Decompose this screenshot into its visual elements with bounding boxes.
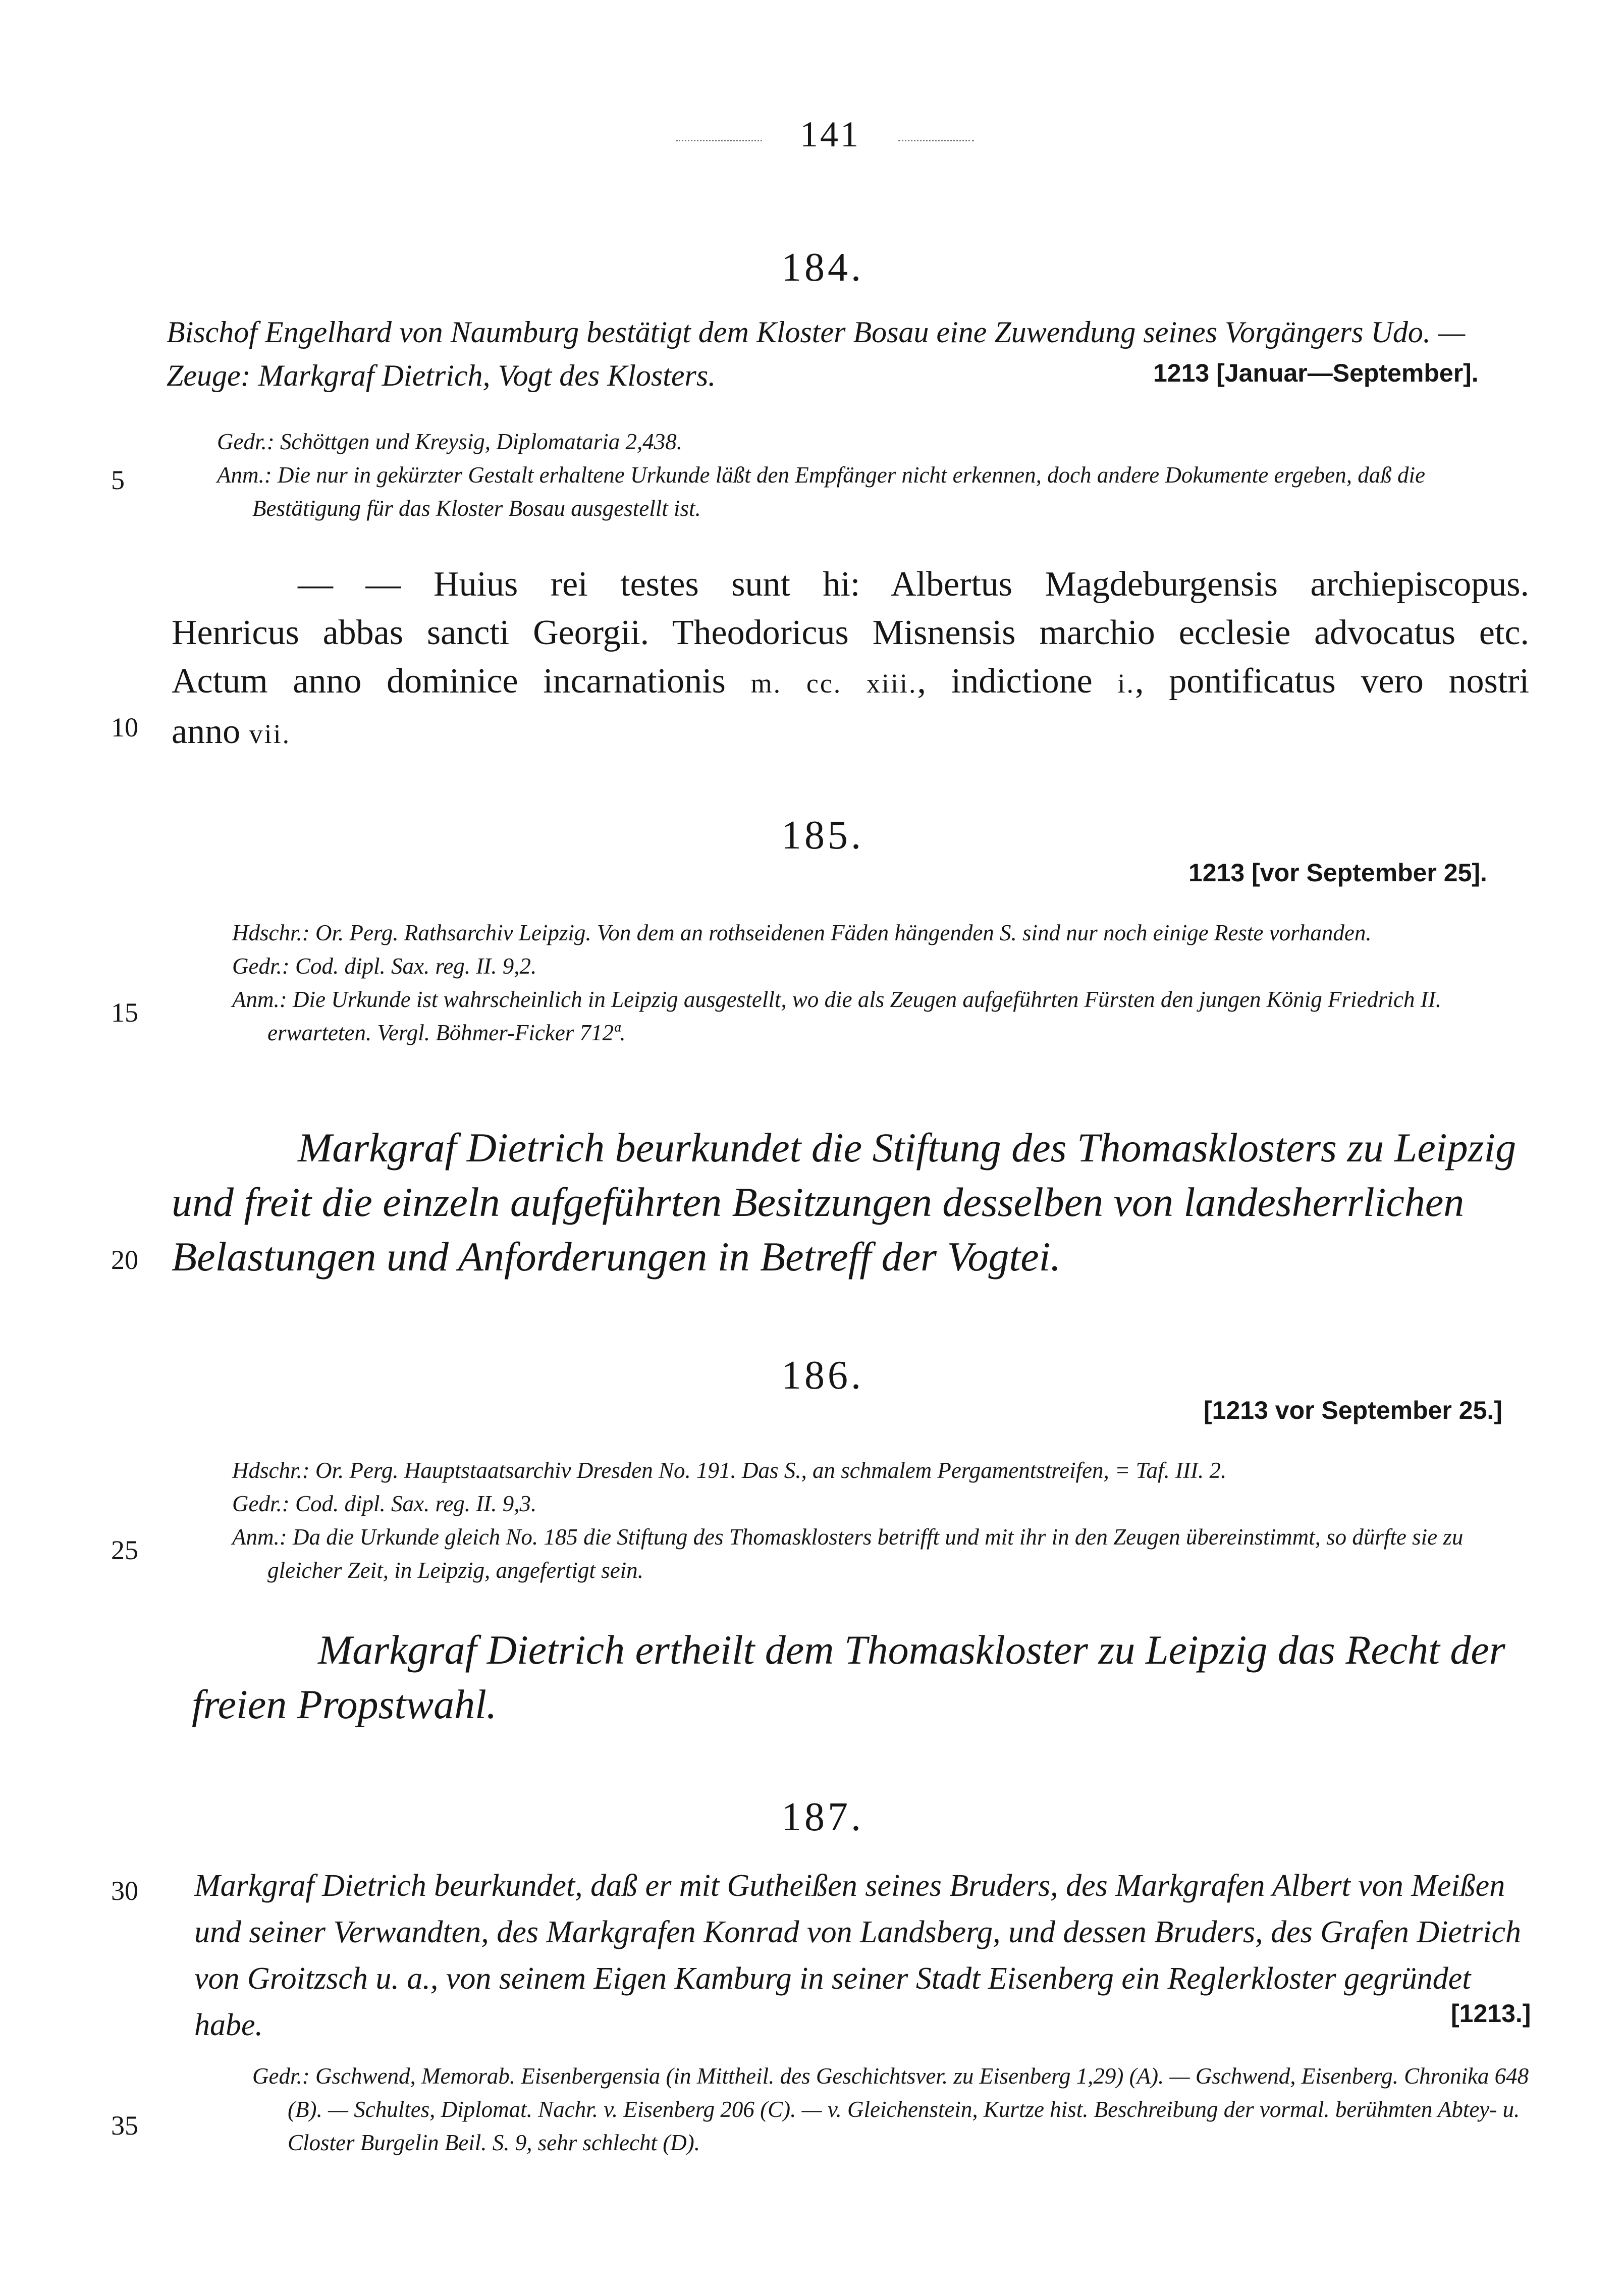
date-184: 1213 [Januar—September]. (1153, 359, 1479, 387)
regest-187 (194, 1863, 1537, 2048)
text-segment: anno (172, 712, 241, 751)
margin-line-number: 25 (111, 1535, 138, 1565)
margin-line-number: 15 (111, 997, 138, 1028)
margin-line-number: 20 (111, 1245, 138, 1275)
roman-numeral: vii. (249, 719, 291, 749)
text-184-line-2: Henricus abbas sancti Georgii. Theodoricus Misnensis marchio ecclesie advocatus etc. (172, 613, 1529, 652)
document-number-187: 187. (781, 1795, 864, 1839)
note-text: Schöttgen und Kreysig, Diplomataria 2,438. (280, 429, 683, 454)
date-187: [1213.] (1451, 1999, 1531, 2028)
date-185: 1213 [vor September 25]. (1188, 859, 1487, 887)
note-label: Gedr.: (232, 1491, 290, 1516)
notes-187 (252, 2059, 1534, 2159)
note-185-manuscript (232, 916, 1529, 949)
regest-186: Markgraf Dietrich ertheilt dem Thomaskloster zu Leipzig das Recht der freien Propstwahl. (192, 1627, 1505, 1727)
note-text: Cod. dipl. Sax. reg. II. 9,3. (295, 1491, 537, 1516)
text-segment: , indictione (917, 662, 1093, 701)
header-rule-left (676, 140, 762, 141)
text-segment: , pontificatus vero nostri (1135, 662, 1530, 701)
running-header (656, 114, 989, 159)
document-number-184: 184. (781, 245, 864, 290)
note-186-manuscript (232, 1454, 1529, 1487)
notes-185 (232, 916, 1529, 1049)
text-184-line-3 (172, 657, 1529, 708)
text-segment: Actum anno dominice incarnationis (172, 662, 726, 701)
header-rule-right (898, 140, 974, 141)
margin-line-number: 10 (111, 712, 138, 742)
note-186-remark (232, 1520, 1529, 1587)
note-text: Die nur in gekürzter Gestalt erhaltene Urkunde läßt den Empfänger nicht erkennen, doch andere Dokumente ergeben, daß die Bestätigung für das Kloster Bosau ausgestellt ist. (252, 462, 1426, 521)
margin-line-number: 30 (111, 1876, 138, 1906)
margin-line-number: 35 (111, 2110, 138, 2141)
text-184 (172, 560, 1529, 758)
note-label: Gedr.: (217, 429, 275, 454)
regest-185: Markgraf Dietrich beurkundet die Stiftung des Thomasklosters zu Leipzig und freit die einzeln aufgeführten Besitzungen desselben von landesherrlichen Belastungen und Anforderungen in Betreff der Vogtei. (172, 1125, 1517, 1280)
note-187-printed (252, 2059, 1534, 2159)
regest-184-text: Bischof Engelhard von Naumburg bestätigt dem Kloster Bosau eine Zuwendung seines Vorgängers Udo. — Zeuge: Markgraf Dietrich, Vogt des Klosters. (167, 315, 1466, 392)
note-text: Or. Perg. Hauptstaatsarchiv Dresden No. 191. Das S., an schmalem Pergamentstreifen, = Taf. III. 2. (315, 1458, 1227, 1483)
note-text: Gschwend, Memorab. Eisenbergensia (in Mittheil. des Geschichtsver. zu Eisenberg 1,29) (A). — Gschwend, Eisenberg. Chronika 648 (B). — Schultes, Diplomat. Nachr. v. Eisenberg 206 (C). — v. Gleichenstein, Kurtze hist. Beschreibung der vormal. berühmten Abtey- u. Closter Burgelin Beil. S. 9, sehr schlecht (D). (288, 2063, 1529, 2155)
note-184-remark (217, 458, 1529, 525)
note-label: Hdschr.: (232, 1458, 310, 1483)
note-185-printed (232, 949, 1529, 983)
document-number-185: 185. (781, 813, 864, 858)
page-number: 141 (800, 114, 860, 154)
note-label: Anm.: (232, 987, 287, 1012)
roman-numeral: i. (1117, 668, 1135, 699)
notes-184 (217, 425, 1529, 525)
note-label: Gedr.: (232, 953, 290, 979)
note-text: Da die Urkunde gleich No. 185 die Stiftung des Thomasklosters betrifft und mit ihr in den Zeugen übereinstimmt, so dürfte sie zu gleicher Zeit, in Leipzig, angefertigt sein. (267, 1524, 1464, 1583)
roman-numeral: m. cc. xiii. (750, 668, 917, 699)
document-number-186: 186. (781, 1353, 864, 1398)
text-184-line-1: — — Huius rei testes sunt hi: Albertus Magdeburgensis archiepiscopus. (298, 565, 1529, 604)
note-186-printed (232, 1487, 1529, 1520)
notes-186 (232, 1454, 1529, 1587)
note-label: Anm.: (217, 462, 272, 488)
margin-line-number: 5 (111, 465, 125, 495)
regest-187-text: Markgraf Dietrich beurkundet, daß er mit Gutheißen seines Bruders, des Markgrafen Albert von Meißen und seiner Verwandten, des Markgrafen Konrad von Landsberg, und dessen Bruders, des Grafen Dietrich von Groitzsch u. a., von seinem Eigen Kamburg in seiner Stadt Eisenberg ein Reglerkloster gegründet habe. (194, 1869, 1522, 2042)
note-label: Hdschr.: (232, 920, 310, 945)
note-185-remark (232, 983, 1529, 1049)
note-label: Anm.: (232, 1524, 287, 1550)
note-label: Gedr.: (252, 2063, 310, 2089)
date-186: [1213 vor September 25.] (1204, 1396, 1502, 1424)
note-184-printed (217, 425, 1529, 458)
text-184-line-4 (172, 708, 1529, 758)
note-text: Cod. dipl. Sax. reg. II. 9,2. (295, 953, 537, 979)
note-text: Or. Perg. Rathsarchiv Leipzig. Von dem an rothseidenen Fäden hängenden S. sind nur noch einige Reste vorhanden. (315, 920, 1372, 945)
note-text: Die Urkunde ist wahrscheinlich in Leipzig ausgestellt, wo die als Zeugen aufgeführten Fürsten den jungen König Friedrich II. erwarteten. Vergl. Böhmer-Ficker 712ª. (267, 987, 1441, 1045)
